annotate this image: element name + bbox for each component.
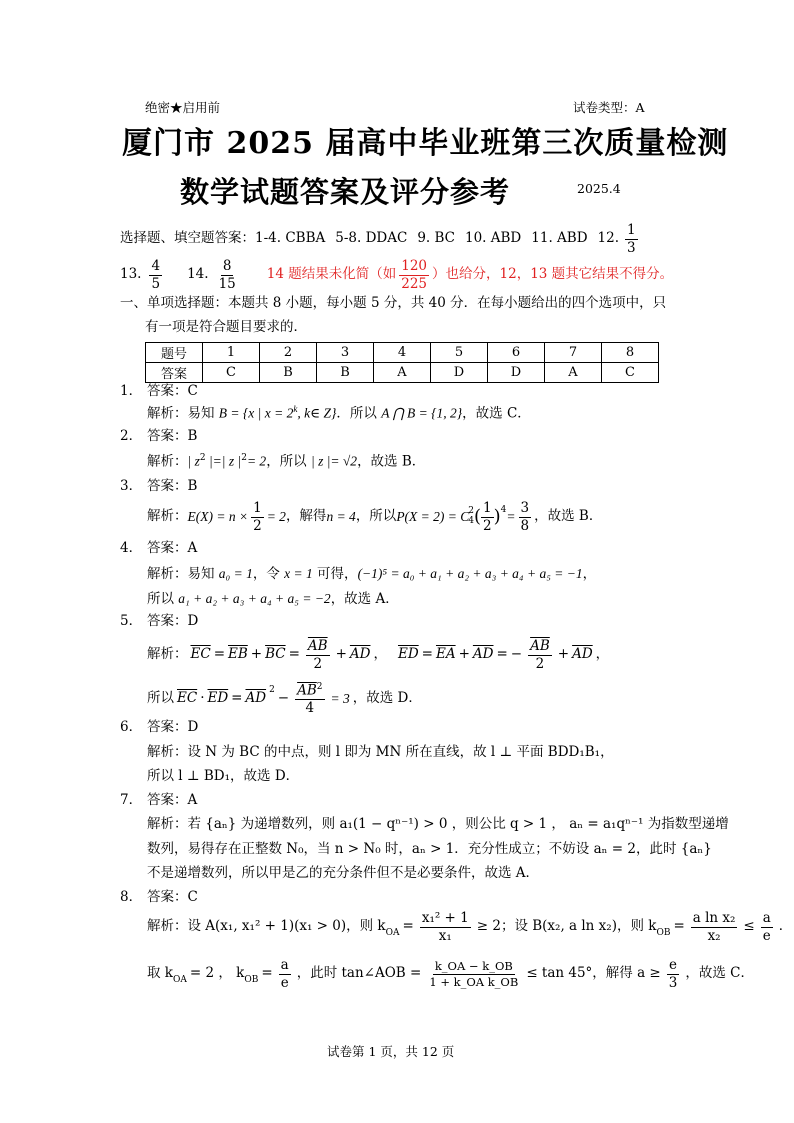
- table-cell: 8: [602, 343, 659, 363]
- frac-den: 2: [483, 517, 492, 534]
- summary-line: [120, 221, 641, 257]
- q14-fraction: [217, 259, 238, 290]
- sub: OA: [385, 928, 400, 938]
- table-cell: D: [488, 363, 545, 383]
- op: =: [421, 646, 433, 663]
- sub: OB: [656, 928, 671, 938]
- frac-num: a ln x₂: [692, 910, 736, 927]
- summary-item: 10. ABD: [465, 230, 522, 247]
- table-cell: 5: [431, 343, 488, 363]
- summary-item: 12.: [597, 230, 620, 247]
- fraction: [481, 501, 494, 532]
- math: = 2: [246, 453, 267, 469]
- vector-ad: $\overline{AD}$: [472, 646, 494, 663]
- frac-num: [295, 683, 324, 700]
- text: ，故选 C．: [685, 965, 754, 982]
- vector-ad: $\overline{AD}$: [572, 646, 593, 663]
- sub: OA: [172, 975, 187, 985]
- math: a₀ = 1: [218, 566, 253, 581]
- table-cell: 6: [488, 343, 545, 363]
- frac-num: 1: [253, 500, 262, 517]
- op: +: [250, 646, 263, 663]
- sup: 2: [269, 685, 275, 695]
- op: +: [335, 646, 347, 663]
- sub: 4: [468, 516, 475, 526]
- paren: (: [474, 506, 482, 527]
- text: ，: [582, 566, 597, 582]
- vector-ed: $\overline{ED}$: [397, 646, 419, 663]
- text: ．: [778, 918, 793, 935]
- q1-answer: 答案：C: [147, 383, 198, 399]
- q13-label: 13.: [120, 266, 142, 283]
- text: ，此时 tan∠AOB =: [296, 965, 422, 982]
- q4-number: 4．: [120, 540, 143, 556]
- math: (−1)⁵ = a₀ + a₁ + a₂ + a₃ + a₄ + a₅ = −1: [357, 566, 583, 581]
- frac-num: a: [280, 957, 289, 974]
- op: =: [673, 918, 685, 935]
- math: a₁ + a₂ + a₃ + a₄ + a₅ = −2: [178, 591, 331, 606]
- q7-solution-line1: 解析：若 {aₙ} 为递增数列，则 a₁(1 − qⁿ⁻¹) > 0 ，则公比 q > 1 ， aₙ = a₁qⁿ⁻¹ 为指数型递增: [147, 816, 729, 832]
- frac-num: e: [669, 957, 678, 974]
- text: ≥ 2；设 B(x₂, a ln x₂)，则 k: [476, 918, 657, 935]
- text: ，解得: [285, 508, 327, 525]
- q6-number: 6．: [120, 719, 143, 735]
- text: ，所以: [355, 508, 397, 525]
- math: P(X = 2) = C: [396, 509, 470, 525]
- frac-num: x₁² + 1: [421, 910, 469, 927]
- text: ，令: [252, 566, 285, 582]
- q4-answer: 答案：A: [147, 540, 198, 556]
- frac-den: 2: [313, 655, 323, 672]
- sup: 2: [316, 682, 323, 693]
- text: 解析：易知: [147, 405, 219, 422]
- fraction: [519, 501, 532, 532]
- grading-note-end: ）也给分，12，13 题其它结果不得分。: [432, 266, 674, 283]
- q7-solution-line2: 数列，易得存在正整数 N₀，当 n > N₀ 时，aₙ > 1．充分性成立；不妨设 aₙ = 2，此时 {aₙ}: [147, 841, 712, 857]
- summary-line-2: [120, 257, 673, 293]
- op: =: [496, 646, 508, 663]
- math: E(X) = n ×: [187, 509, 249, 525]
- frac-den: 4: [305, 699, 315, 716]
- table-cell: A: [545, 363, 602, 383]
- fraction: [667, 958, 680, 989]
- vector-ea: $\overline{EA}$: [435, 646, 456, 663]
- q3-number: 3．: [120, 478, 143, 494]
- text: ，故选 B．: [534, 508, 603, 525]
- math-sup: 2: [199, 453, 206, 463]
- frac-den: e: [762, 927, 771, 944]
- table-cell: 2: [260, 343, 317, 363]
- text: = 2 ， k: [189, 965, 245, 982]
- fraction: [279, 958, 291, 989]
- vector-ab: $\overline{AB}$: [297, 682, 317, 699]
- frac-num: 120: [401, 258, 428, 275]
- math: A ⋂ B = {1, 2}: [381, 405, 463, 421]
- q6-answer: 答案：D: [147, 719, 199, 735]
- q1-number: 1．: [120, 383, 143, 399]
- q2-solution: [147, 454, 425, 469]
- grading-note: 14 题结果未化简（如: [266, 266, 397, 283]
- fraction: [528, 639, 552, 670]
- q8-number: 8．: [120, 889, 143, 905]
- vector-ad: $\overline{AD}$: [349, 646, 371, 663]
- text: ，故选 C．: [462, 405, 531, 422]
- text: ，: [373, 646, 387, 663]
- frac-num: 1: [627, 222, 636, 239]
- section-heading-cont: 有一项是符合题目要求的．: [145, 319, 307, 335]
- op: =: [402, 918, 414, 935]
- q6-solution-line2: 所以 l ⊥ BD₁，故选 D．: [147, 768, 300, 784]
- table-cell: B: [317, 363, 374, 383]
- op: ·: [200, 690, 205, 707]
- q4-solution-line2: [147, 592, 399, 607]
- vector-ec: $\overline{EC}$: [190, 646, 211, 663]
- text: 所以: [147, 591, 179, 607]
- vector-ed: $\overline{ED}$: [207, 690, 229, 707]
- answer-table: [145, 342, 659, 383]
- q7-solution-line3: 不是递增数列，所以甲是乙的充分条件但不是必要条件，故选 A．: [147, 865, 540, 881]
- fraction: [420, 911, 471, 942]
- frac-num: 3: [520, 500, 530, 517]
- frac-den: x₁: [438, 927, 452, 944]
- math: x = 1: [284, 566, 313, 581]
- frac-den: 5: [151, 275, 161, 292]
- q5-solution-line2: [147, 678, 422, 720]
- fraction: [295, 683, 324, 715]
- frac-den: 2: [253, 517, 262, 534]
- q7-number: 7．: [120, 792, 143, 808]
- text: ，故选 A．: [330, 591, 399, 607]
- table-row: [146, 343, 659, 363]
- page-title: 厦门市 2025 届高中毕业班第三次质量检测: [122, 126, 729, 161]
- fraction: [427, 960, 520, 987]
- op: =: [213, 646, 225, 663]
- fraction: [306, 639, 330, 670]
- text: 取 k: [147, 965, 173, 982]
- frac-num: $\overline{AB}$: [530, 638, 550, 655]
- page-footer: 试卷第 1 页，共 12 页: [327, 1044, 455, 1059]
- frac-den: x₂: [707, 927, 721, 944]
- text: ，故选 B．: [357, 453, 426, 470]
- text: ≤ tan 45°，解得 a ≥: [526, 965, 661, 982]
- sub: OB: [244, 975, 259, 985]
- frac-num: 1: [483, 500, 492, 517]
- q3-solution: [147, 498, 602, 536]
- math: |=| z |: [205, 453, 242, 469]
- table-row: [146, 363, 659, 383]
- text: 解析：设 A(x₁, x₁² + 1)(x₁ > 0)，则 k: [147, 918, 386, 935]
- table-cell: D: [431, 363, 488, 383]
- q2-number: 2．: [120, 428, 143, 444]
- q7-answer: 答案：A: [147, 792, 198, 808]
- secret-label: 绝密★启用前: [145, 100, 221, 115]
- q14-label: 14.: [187, 266, 209, 283]
- frac-den: 15: [218, 275, 236, 292]
- summary-item: 5-8. DDAC: [335, 230, 408, 247]
- math: =: [506, 509, 516, 525]
- vector-eb: $\overline{EB}$: [228, 646, 248, 663]
- table-cell: A: [374, 363, 431, 383]
- text: ．所以: [336, 405, 382, 422]
- fraction: [251, 501, 264, 532]
- summary-item: 11. ABD: [531, 230, 588, 247]
- q3-answer: 答案：B: [147, 478, 198, 494]
- vector-ec: $\overline{EC}$: [177, 690, 198, 707]
- op: =: [231, 690, 243, 707]
- text: 所以: [147, 690, 174, 707]
- text: 解析：: [147, 508, 188, 525]
- op: +: [557, 646, 570, 663]
- frac-den: 225: [401, 275, 428, 292]
- q1-solution: [147, 405, 531, 421]
- q5-solution-line1: [147, 634, 609, 676]
- math: n = 4: [326, 509, 356, 525]
- table-cell: C: [203, 363, 260, 383]
- math: , k∈ Z}: [297, 405, 337, 421]
- op: −: [277, 690, 290, 707]
- text: ，: [595, 646, 610, 663]
- date-label: 2025.4: [577, 181, 621, 196]
- q8-solution-line2: [147, 952, 754, 996]
- math: | z |= √2: [310, 453, 358, 469]
- op: =: [288, 646, 300, 663]
- table-cell: 4: [374, 343, 431, 363]
- frac-num: 8: [222, 258, 232, 275]
- op: ≤: [743, 918, 755, 935]
- q5-number: 5．: [120, 613, 143, 629]
- q13-fraction: [149, 259, 162, 290]
- frac-num: $\overline{AB}$: [307, 638, 328, 655]
- table-cell: 3: [317, 343, 374, 363]
- q8-solution-line1: [147, 906, 792, 948]
- frac-num: a: [762, 910, 771, 927]
- frac-den: 1 + k_OA k_OB: [429, 974, 519, 989]
- sup: 4: [500, 505, 507, 515]
- table-cell: 1: [203, 343, 260, 363]
- table-cell: 7: [545, 343, 602, 363]
- text: 可得，: [312, 566, 358, 582]
- sup: 2: [468, 506, 475, 517]
- fraction: [761, 911, 773, 942]
- vector-bc: $\overline{BC}$: [265, 646, 286, 663]
- frac-num: 4: [151, 258, 161, 275]
- op: =: [261, 965, 273, 982]
- q8-answer: 答案：C: [147, 889, 198, 905]
- table-cell: B: [260, 363, 317, 383]
- summary-item: 1-4. CBBA: [255, 230, 326, 247]
- paren: ): [493, 506, 501, 527]
- page-subtitle: 数学试题答案及评分参考: [180, 175, 511, 209]
- op: −: [510, 646, 523, 663]
- text: ，所以: [266, 453, 311, 470]
- math: B = {x | x = 2: [218, 405, 294, 421]
- paper-type-label: 试卷类型：A: [573, 100, 645, 115]
- math: | z: [187, 453, 200, 469]
- frac-num: k_OA − k_OB: [434, 959, 513, 974]
- grading-note-fraction: [399, 259, 429, 290]
- frac-den: e: [280, 974, 289, 991]
- section-heading: 一、单项选择题：本题共 8 小题，每小题 5 分，共 40 分．在每小题给出的四个选项中，只: [120, 295, 667, 311]
- frac-den: 8: [520, 517, 530, 534]
- op: +: [458, 646, 470, 663]
- q4-solution-line1: [147, 567, 596, 582]
- math-sup: k: [293, 404, 298, 414]
- text: 解析：: [147, 453, 188, 470]
- fraction: [691, 911, 738, 942]
- text: 解析：易知: [147, 566, 219, 582]
- text: 解析：: [147, 646, 188, 663]
- q6-solution-line1: 解析：设 N 为 BC 的中点，则 l 即为 MN 所在直线，故 l ⊥ 平面 BDD₁B₁，: [147, 744, 614, 760]
- q2-answer: 答案：B: [147, 428, 198, 444]
- frac-den: 2: [535, 655, 545, 672]
- math: = 3: [330, 691, 350, 707]
- table-cell: C: [602, 363, 659, 383]
- q5-answer: 答案：D: [147, 613, 199, 629]
- vector-ad: $\overline{AD}$: [245, 690, 267, 707]
- frac-den: 3: [668, 974, 678, 991]
- text: ，故选 D．: [352, 690, 422, 707]
- q12-fraction: [625, 223, 638, 254]
- table-cell: 答案: [146, 363, 203, 383]
- math: = 2: [266, 509, 286, 525]
- summary-item: 9. BC: [417, 230, 455, 247]
- math-sup: 2: [241, 453, 247, 463]
- frac-den: 3: [627, 239, 636, 256]
- table-cell: 题号: [146, 343, 203, 363]
- summary-prefix: 选择题、填空题答案：: [120, 230, 255, 247]
